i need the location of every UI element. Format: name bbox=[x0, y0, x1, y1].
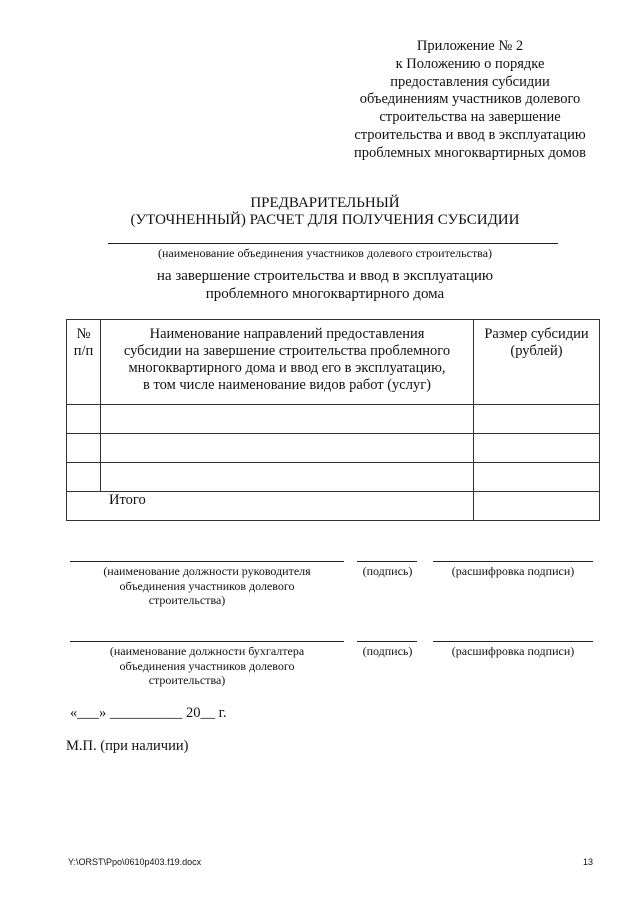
subtitle-line-1: на завершение строительства и ввод в эксплуатацию bbox=[156, 268, 494, 284]
header-direction-line: субсидии на завершение строительства проблемного bbox=[123, 343, 451, 359]
table-row bbox=[67, 405, 600, 434]
document-subtitle bbox=[60, 267, 590, 303]
header-number-line: п/п bbox=[73, 343, 94, 359]
caption-line: объединения участников долевого bbox=[119, 578, 295, 593]
head-position-line[interactable] bbox=[70, 561, 344, 562]
caption-line: строительства) bbox=[148, 673, 226, 687]
date-year-blank[interactable]: __ bbox=[200, 705, 215, 721]
header-direction-line: в том числе наименование видов работ (услуг) bbox=[143, 377, 431, 393]
table-row bbox=[67, 463, 600, 492]
total-label: Итого bbox=[67, 492, 474, 521]
table-cell[interactable] bbox=[474, 434, 600, 463]
subsidy-table bbox=[66, 319, 600, 521]
document-title bbox=[60, 195, 590, 229]
date-open-quote: « bbox=[70, 705, 78, 721]
head-decoding-line[interactable] bbox=[433, 561, 593, 562]
appendix-line: предоставления субсидии bbox=[390, 73, 550, 90]
date-day-blank[interactable]: ___ bbox=[77, 705, 99, 721]
table-row bbox=[67, 434, 600, 463]
stamp-place: М.П. (при наличии) bbox=[66, 738, 189, 754]
date-suffix: г. bbox=[218, 705, 227, 721]
total-amount-cell[interactable] bbox=[474, 492, 600, 521]
table-cell[interactable] bbox=[474, 463, 600, 492]
subtitle-line-2: проблемного многоквартирного дома bbox=[205, 286, 445, 302]
head-signature-caption: (подпись) bbox=[362, 564, 413, 578]
header-amount-line: Размер субсидии bbox=[484, 326, 589, 342]
org-name-line bbox=[108, 243, 558, 244]
appendix-line: объединениям участников долевого bbox=[359, 91, 581, 108]
caption-line: строительства) bbox=[148, 593, 226, 607]
appendix-line: проблемных многоквартирных домов bbox=[353, 144, 587, 161]
caption-line: (наименование должности руководителя bbox=[103, 564, 311, 578]
table-cell[interactable] bbox=[474, 405, 600, 434]
accountant-decoding-caption: (расшифровка подписи) bbox=[451, 644, 575, 658]
appendix-line: строительства на завершение bbox=[379, 109, 561, 126]
caption-line: объединения участников долевого bbox=[119, 658, 295, 673]
appendix-header bbox=[330, 38, 610, 163]
footer-page-number: 13 bbox=[583, 857, 594, 867]
caption-line: (наименование должности бухгалтера bbox=[109, 644, 305, 658]
table-total-row bbox=[67, 492, 600, 521]
head-decoding-caption: (расшифровка подписи) bbox=[451, 564, 575, 578]
accountant-decoding-line[interactable] bbox=[433, 641, 593, 642]
date-year-prefix: 20 bbox=[186, 705, 201, 721]
header-amount bbox=[474, 320, 600, 405]
title-line-1: ПРЕДВАРИТЕЛЬНЫЙ bbox=[250, 195, 400, 211]
head-signature-line[interactable] bbox=[357, 561, 417, 562]
table-cell[interactable] bbox=[101, 434, 474, 463]
accountant-position-caption bbox=[70, 644, 344, 688]
head-position-caption bbox=[70, 564, 344, 608]
date-line bbox=[70, 705, 227, 722]
accountant-position-line[interactable] bbox=[70, 641, 344, 642]
header-number-line: № bbox=[76, 326, 91, 342]
appendix-line: Приложение № 2 bbox=[416, 38, 524, 54]
table-cell[interactable] bbox=[101, 405, 474, 434]
header-number bbox=[67, 320, 101, 405]
accountant-signature-line[interactable] bbox=[357, 641, 417, 642]
table-header-row bbox=[67, 320, 600, 405]
header-direction bbox=[101, 320, 474, 405]
header-amount-line: (рублей) bbox=[510, 343, 563, 359]
accountant-signature-caption: (подпись) bbox=[362, 644, 413, 658]
org-name-caption: (наименование объединения участников долевого строительства) bbox=[157, 246, 493, 260]
table-cell[interactable] bbox=[67, 463, 101, 492]
header-direction-line: многоквартирного дома и ввод его в эксплуатацию, bbox=[128, 360, 446, 376]
table-cell[interactable] bbox=[101, 463, 474, 492]
table-cell[interactable] bbox=[67, 405, 101, 434]
title-line-2: (УТОЧНЕННЫЙ) РАСЧЕТ ДЛЯ ПОЛУЧЕНИЯ СУБСИДИИ bbox=[130, 212, 520, 228]
date-close-quote: » bbox=[99, 705, 107, 721]
table-cell[interactable] bbox=[67, 434, 101, 463]
header-direction-line: Наименование направлений предоставления bbox=[149, 326, 425, 342]
appendix-line: строительства и ввод в эксплуатацию bbox=[354, 126, 586, 143]
date-month-blank[interactable]: __________ bbox=[109, 705, 183, 721]
appendix-line: к Положению о порядке bbox=[395, 55, 545, 72]
footer-file-path: Y:\ORST\Ppo\0610p403.f19.docx bbox=[68, 857, 202, 867]
